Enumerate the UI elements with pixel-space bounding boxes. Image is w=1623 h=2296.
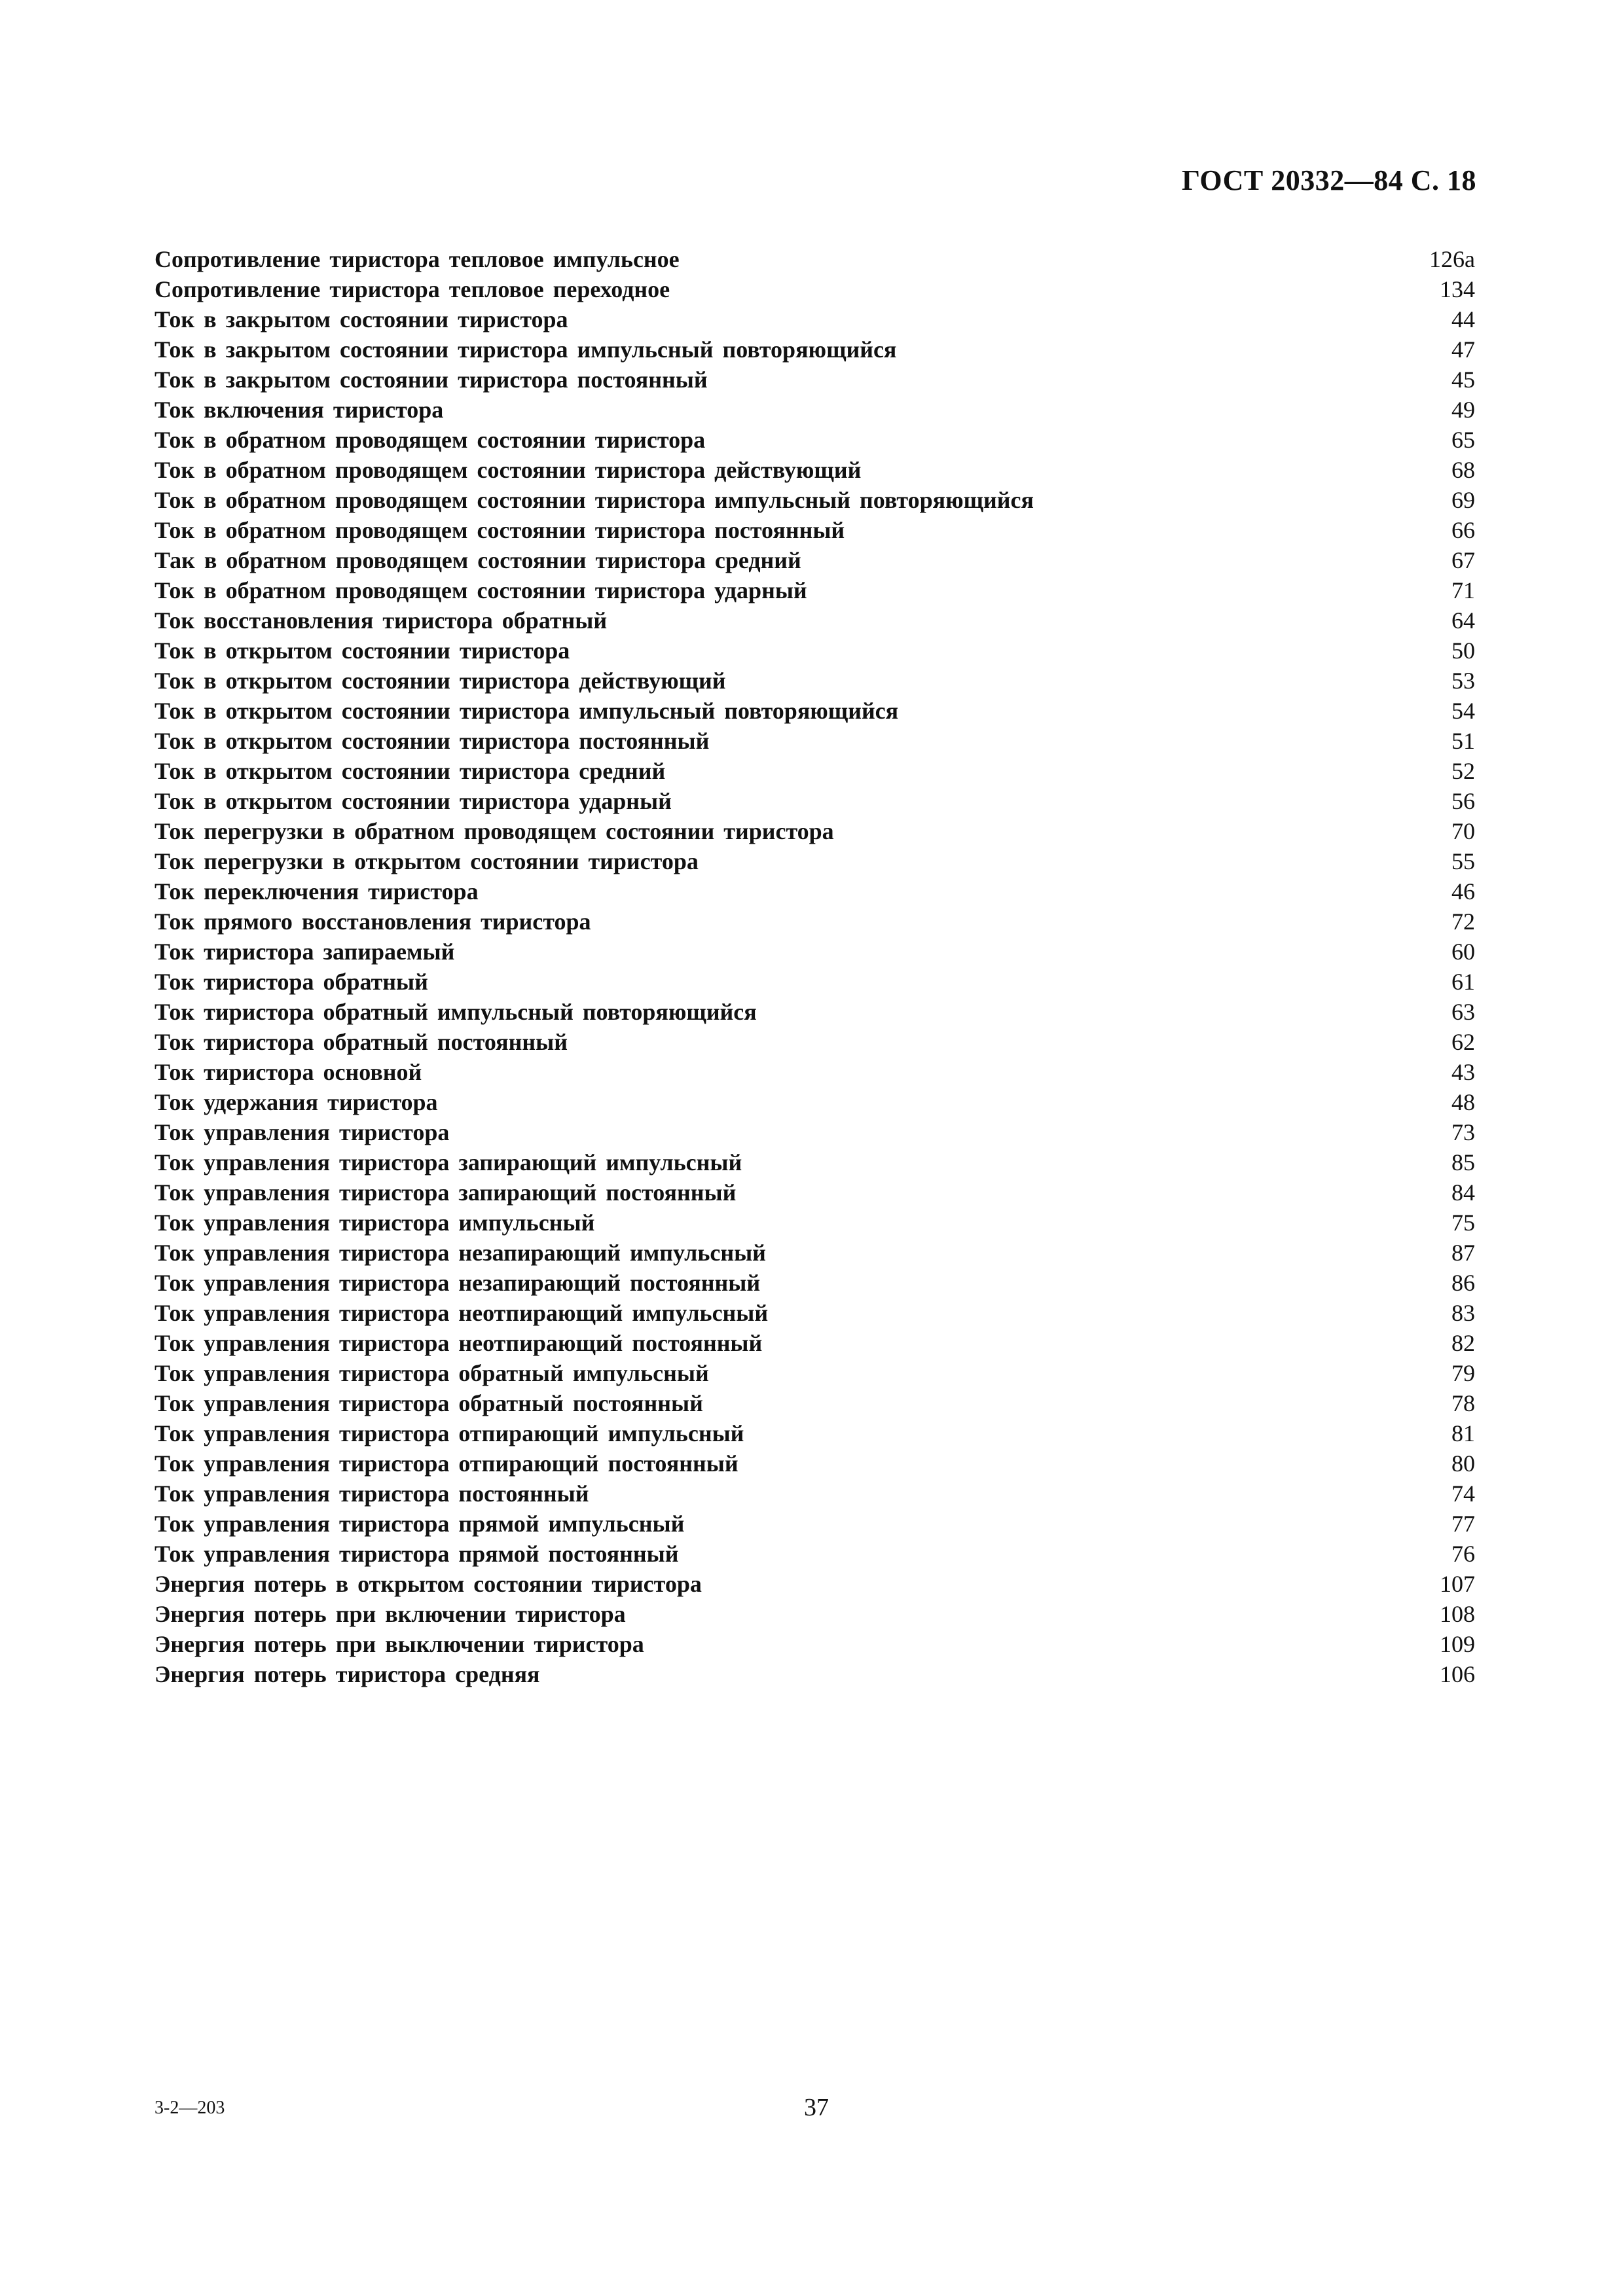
index-entry xyxy=(155,1418,1475,1448)
index-entry xyxy=(155,605,1475,636)
entry-number: 51 xyxy=(1451,728,1475,754)
entry-term: Ток в открытом состоянии тиристора средний xyxy=(155,758,666,784)
entry-term: Ток переключения тиристора xyxy=(155,878,479,905)
entry-number: 63 xyxy=(1451,999,1475,1025)
entry-term: Ток управления тиристора импульсный xyxy=(155,1210,595,1236)
entry-term: Ток прямого восстановления тиристора xyxy=(155,908,591,935)
entry-number: 86 xyxy=(1451,1270,1475,1296)
entry-number: 43 xyxy=(1451,1059,1475,1085)
index-entry xyxy=(155,1328,1475,1358)
entry-number: 82 xyxy=(1451,1330,1475,1356)
page-number: 37 xyxy=(804,2094,829,2121)
entry-number: 134 xyxy=(1440,276,1475,302)
index-entry xyxy=(155,636,1475,666)
entry-term: Ток управления тиристора прямой импульсный xyxy=(155,1511,685,1537)
entry-term: Ток управления тиристора прямой постоянный xyxy=(155,1541,679,1567)
entry-number: 85 xyxy=(1451,1149,1475,1175)
entry-number: 48 xyxy=(1451,1089,1475,1115)
entry-term: Ток управления тиристора отпирающий постоянный xyxy=(155,1450,739,1477)
entry-number: 72 xyxy=(1451,908,1475,935)
entry-number: 64 xyxy=(1451,607,1475,634)
index-entry xyxy=(155,1629,1475,1659)
index-entry xyxy=(155,1087,1475,1117)
index-entry xyxy=(155,967,1475,997)
index-entry xyxy=(155,1268,1475,1298)
entry-term: Ток тиристора обратный постоянный xyxy=(155,1029,568,1055)
entry-number: 53 xyxy=(1451,668,1475,694)
entry-term: Ток тиристора обратный xyxy=(155,969,428,995)
entry-term: Энергия потерь тиристора средняя xyxy=(155,1661,540,1687)
term-index-list xyxy=(155,244,1475,1689)
entry-term: Ток удержания тиристора xyxy=(155,1089,438,1115)
index-entry xyxy=(155,1479,1475,1509)
index-entry xyxy=(155,666,1475,696)
entry-number: 49 xyxy=(1451,397,1475,423)
entry-number: 54 xyxy=(1451,698,1475,724)
entry-number: 55 xyxy=(1451,848,1475,874)
index-entry xyxy=(155,455,1475,485)
entry-number: 78 xyxy=(1451,1390,1475,1416)
entry-number: 65 xyxy=(1451,427,1475,453)
entry-number: 109 xyxy=(1440,1631,1475,1657)
index-entry xyxy=(155,786,1475,816)
entry-term: Так в обратном проводящем состоянии тиристора средний xyxy=(155,547,801,573)
index-entry xyxy=(155,515,1475,545)
index-entry xyxy=(155,816,1475,846)
entry-term: Ток тиристора обратный импульсный повторяющийся xyxy=(155,999,757,1025)
entry-term: Ток тиристора запираемый xyxy=(155,939,455,965)
entry-term: Энергия потерь при выключении тиристора xyxy=(155,1631,644,1657)
index-entry xyxy=(155,1117,1475,1147)
entry-term: Ток тиристора основной xyxy=(155,1059,422,1085)
entry-term: Ток в открытом состоянии тиристора постоянный xyxy=(155,728,710,754)
entry-term: Ток управления тиристора незапирающий импульсный xyxy=(155,1240,766,1266)
index-entry xyxy=(155,1388,1475,1418)
index-entry xyxy=(155,1238,1475,1268)
entry-number: 45 xyxy=(1451,367,1475,393)
index-entry xyxy=(155,1208,1475,1238)
entry-number: 52 xyxy=(1451,758,1475,784)
entry-number: 61 xyxy=(1451,969,1475,995)
index-entry xyxy=(155,395,1475,425)
entry-term: Сопротивление тиристора тепловое переходное xyxy=(155,276,670,302)
entry-term: Ток управления тиристора неотпирающий постоянный xyxy=(155,1330,763,1356)
entry-number: 74 xyxy=(1451,1480,1475,1507)
document-title: ГОСТ 20332—84 С. 18 xyxy=(1181,164,1476,196)
entry-term: Ток в обратном проводящем состоянии тиристора импульсный повторяющийся xyxy=(155,487,1034,513)
index-entry xyxy=(155,696,1475,726)
entry-term: Ток в открытом состоянии тиристора xyxy=(155,637,570,664)
entry-term: Ток перегрузки в открытом состоянии тиристора xyxy=(155,848,699,874)
index-entry xyxy=(155,1599,1475,1629)
index-entry xyxy=(155,304,1475,334)
entry-number: 66 xyxy=(1451,517,1475,543)
entry-term: Ток в обратном проводящем состоянии тиристора xyxy=(155,427,706,453)
index-entry xyxy=(155,1057,1475,1087)
entry-number: 84 xyxy=(1451,1179,1475,1206)
index-entry xyxy=(155,575,1475,605)
entry-number: 108 xyxy=(1440,1601,1475,1627)
index-entry xyxy=(155,244,1475,274)
index-entry xyxy=(155,274,1475,304)
entry-number: 87 xyxy=(1451,1240,1475,1266)
index-entry xyxy=(155,846,1475,876)
entry-number: 106 xyxy=(1440,1661,1475,1687)
index-entry xyxy=(155,726,1475,756)
index-entry xyxy=(155,1298,1475,1328)
entry-term: Ток в обратном проводящем состоянии тиристора постоянный xyxy=(155,517,845,543)
entry-number: 70 xyxy=(1451,818,1475,844)
entry-number: 83 xyxy=(1451,1300,1475,1326)
entry-term: Ток в открытом состоянии тиристора действующий xyxy=(155,668,726,694)
entry-number: 69 xyxy=(1451,487,1475,513)
entry-term: Ток управления тиристора неотпирающий импульсный xyxy=(155,1300,769,1326)
entry-term: Ток управления тиристора незапирающий постоянный xyxy=(155,1270,761,1296)
index-entry xyxy=(155,1177,1475,1208)
entry-number: 79 xyxy=(1451,1360,1475,1386)
entry-number: 80 xyxy=(1451,1450,1475,1477)
index-entry xyxy=(155,1659,1475,1689)
entry-term: Ток управления тиристора отпирающий импульсный xyxy=(155,1420,744,1446)
entry-term: Ток управления тиристора постоянный xyxy=(155,1480,589,1507)
entry-term: Ток управления тиристора запирающий постоянный xyxy=(155,1179,737,1206)
entry-term: Ток управления тиристора xyxy=(155,1119,450,1145)
entry-term: Ток в открытом состоянии тиристора ударный xyxy=(155,788,672,814)
entry-term: Ток в закрытом состоянии тиристора xyxy=(155,306,568,332)
entry-number: 46 xyxy=(1451,878,1475,905)
entry-number: 126а xyxy=(1429,246,1475,272)
entry-term: Ток в открытом состоянии тиристора импульсный повторяющийся xyxy=(155,698,899,724)
entry-term: Сопротивление тиристора тепловое импульсное xyxy=(155,246,680,272)
index-entry xyxy=(155,876,1475,906)
entry-term: Ток управления тиристора обратный импульсный xyxy=(155,1360,709,1386)
index-entry xyxy=(155,756,1475,786)
entry-term: Ток в обратном проводящем состоянии тиристора действующий xyxy=(155,457,862,483)
entry-number: 60 xyxy=(1451,939,1475,965)
entry-number: 62 xyxy=(1451,1029,1475,1055)
entry-number: 50 xyxy=(1451,637,1475,664)
entry-number: 44 xyxy=(1451,306,1475,332)
index-entry xyxy=(155,545,1475,575)
entry-number: 75 xyxy=(1451,1210,1475,1236)
entry-number: 76 xyxy=(1451,1541,1475,1567)
entry-term: Ток включения тиристора xyxy=(155,397,444,423)
index-entry xyxy=(155,485,1475,515)
index-entry xyxy=(155,1448,1475,1479)
entry-number: 71 xyxy=(1451,577,1475,603)
index-entry xyxy=(155,425,1475,455)
entry-term: Ток управления тиристора обратный постоянный xyxy=(155,1390,703,1416)
entry-term: Ток в закрытом состоянии тиристора постоянный xyxy=(155,367,708,393)
entry-number: 107 xyxy=(1440,1571,1475,1597)
entry-term: Ток в закрытом состоянии тиристора импульсный повторяющийся xyxy=(155,336,897,363)
index-entry xyxy=(155,997,1475,1027)
entry-term: Ток перегрузки в обратном проводящем состоянии тиристора xyxy=(155,818,834,844)
entry-number: 47 xyxy=(1451,336,1475,363)
entry-term: Ток управления тиристора запирающий импульсный xyxy=(155,1149,742,1175)
entry-term: Ток в обратном проводящем состоянии тиристора ударный xyxy=(155,577,807,603)
index-entry xyxy=(155,365,1475,395)
entry-number: 77 xyxy=(1451,1511,1475,1537)
entry-number: 68 xyxy=(1451,457,1475,483)
index-entry xyxy=(155,1147,1475,1177)
entry-number: 81 xyxy=(1451,1420,1475,1446)
index-entry xyxy=(155,1027,1475,1057)
index-entry xyxy=(155,334,1475,365)
entry-term: Ток восстановления тиристора обратный xyxy=(155,607,608,634)
index-entry xyxy=(155,1358,1475,1388)
entry-number: 56 xyxy=(1451,788,1475,814)
entry-term: Энергия потерь при включении тиристора xyxy=(155,1601,626,1627)
entry-term: Энергия потерь в открытом состоянии тиристора xyxy=(155,1571,702,1597)
footer-print-code: 3-2—203 xyxy=(155,2098,225,2118)
index-entry xyxy=(155,1539,1475,1569)
page-header xyxy=(1182,164,1476,197)
entry-number: 67 xyxy=(1451,547,1475,573)
entry-number: 73 xyxy=(1451,1119,1475,1145)
index-entry xyxy=(155,1569,1475,1599)
index-entry xyxy=(155,906,1475,937)
index-entry xyxy=(155,937,1475,967)
index-entry xyxy=(155,1509,1475,1539)
